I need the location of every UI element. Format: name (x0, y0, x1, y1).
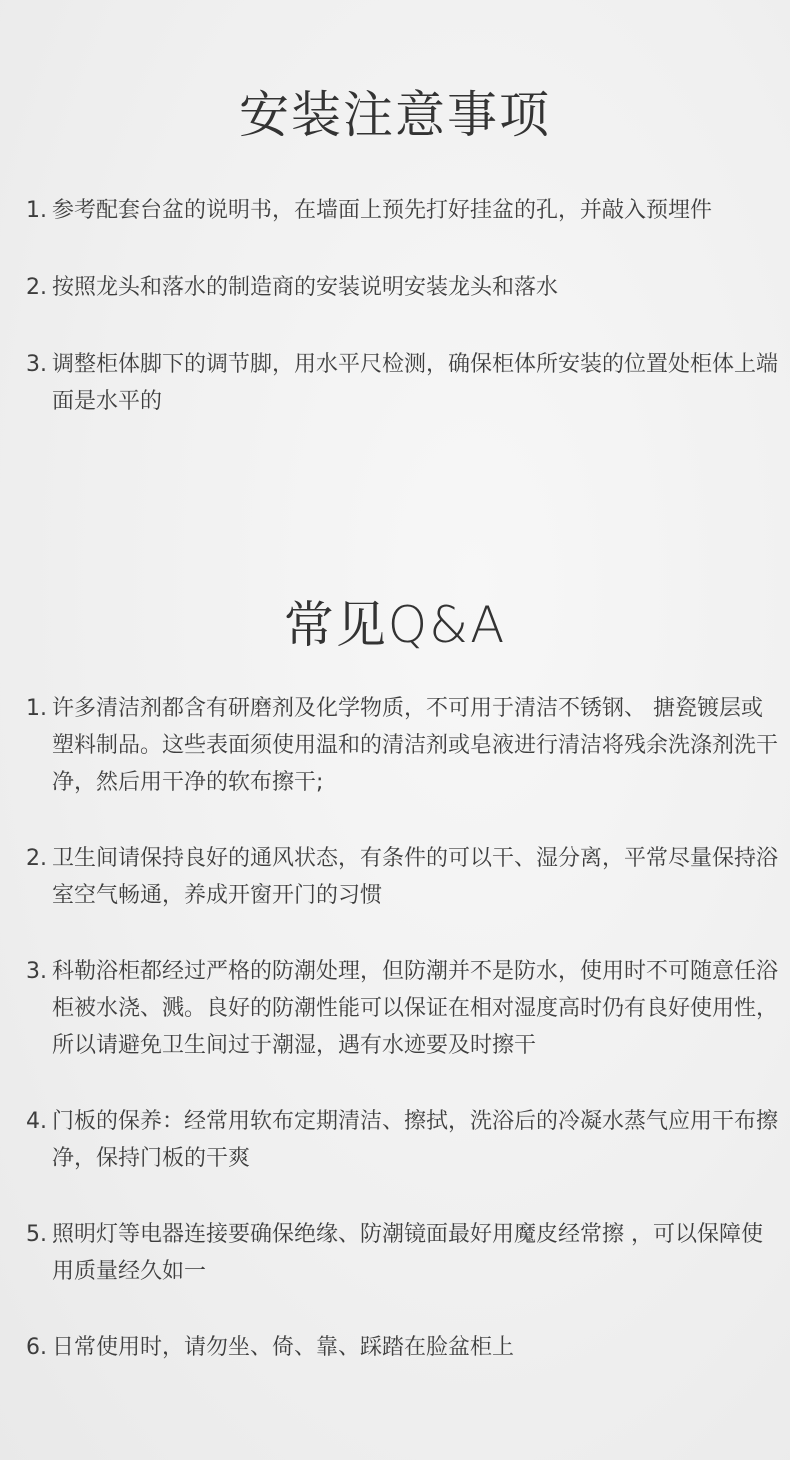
item-text: 科勒浴柜都经过严格的防潮处理，但防潮并不是防水，使用时不可随意任浴柜被水浇、溅。良好的防潮性能可以保证在相对湿度高时仍有良好使用性，所以请避免卫生间过于潮湿，遇有水迹要及时擦干 (52, 959, 779, 1058)
item-text: 照明灯等电器连接要确保绝缘、防潮镜面最好用魔皮经常擦 ，可以保障使用质量经久如一 (52, 1222, 763, 1284)
item-number: 2. (26, 275, 47, 300)
item-number: 3. (26, 352, 47, 377)
item-text: 参考配套台盆的说明书，在墙面上预先打好挂盆的孔，并敲入预埋件 (52, 198, 713, 223)
item-number: 3. (26, 959, 47, 984)
list-item (26, 1103, 786, 1177)
item-number: 5. (26, 1222, 47, 1247)
install-notes-list (0, 192, 790, 420)
item-number: 2. (26, 846, 47, 871)
list-item (26, 690, 786, 801)
item-text: 许多清洁剂都含有研磨剂及化学物质，不可用于清洁不锈钢、 搪瓷镀层或 塑料制品。这些表面须使用温和的清洁剂或皂液进行清洁将残余洗涤剂洗干净，然后用干净的软布擦干; (52, 696, 779, 795)
faq-section (0, 590, 790, 1405)
faq-heading: 常见Q&A (283, 596, 507, 654)
list-item (26, 953, 786, 1064)
item-number: 1. (26, 198, 47, 223)
item-number: 1. (26, 696, 47, 721)
install-notes-heading: 安装注意事项 (239, 86, 551, 144)
item-text: 调整柜体脚下的调节脚，用水平尺检测，确保柜体所安装的位置处柜体上端面是水平的 (52, 352, 779, 414)
faq-list (0, 690, 790, 1366)
install-notes-section (0, 80, 790, 460)
item-text: 日常使用时，请勿坐、倚、靠、踩踏在脸盆柜上 (52, 1335, 515, 1360)
list-item (26, 346, 786, 420)
list-item (26, 269, 786, 306)
list-item (26, 1329, 786, 1366)
list-item (26, 1216, 786, 1290)
item-text: 卫生间请保持良好的通风状态，有条件的可以干、湿分离，平常尽量保持浴室空气畅通，养成开窗开门的习惯 (52, 846, 779, 908)
item-number: 6. (26, 1335, 47, 1360)
item-text: 门板的保养：经常用软布定期清洁、擦拭，洗浴后的冷凝水蒸气应用干布擦净，保持门板的干爽 (52, 1109, 779, 1171)
list-item (26, 192, 786, 229)
item-number: 4. (26, 1109, 47, 1134)
list-item (26, 840, 786, 914)
item-text: 按照龙头和落水的制造商的安装说明安装龙头和落水 (52, 275, 559, 300)
